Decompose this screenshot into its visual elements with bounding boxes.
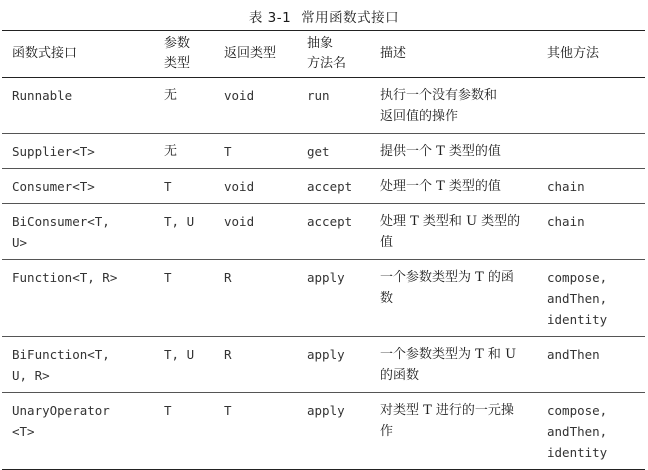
header-other-methods: 其他方法 <box>547 46 600 61</box>
header-row <box>2 31 645 78</box>
other-methods-cell <box>537 337 645 393</box>
description-cell-line: 提供一个 T 类型的值 <box>380 144 501 159</box>
description-cell-line: 的函数 <box>380 368 420 383</box>
header-abstract-method-line: 方法名 <box>307 56 347 71</box>
param-types-cell: 无 <box>164 144 178 159</box>
interface-cell-line: Supplier<T> <box>12 144 95 159</box>
table-title: 常用函数式接口 <box>301 10 400 26</box>
abstract-method-cell: get <box>307 144 330 159</box>
other-methods-cell <box>537 393 645 470</box>
abstract-method-cell: apply <box>307 403 345 418</box>
interface-cell-line: U, R> <box>12 368 50 383</box>
table-row <box>2 169 645 204</box>
header-description: 描述 <box>380 46 407 61</box>
other-methods-cell-line: identity <box>547 445 608 460</box>
return-type-cell: R <box>224 347 232 362</box>
other-methods-cell-line: andThen, <box>547 291 608 306</box>
interface-cell-line: BiConsumer<T, <box>12 214 110 229</box>
header-abstract-method <box>297 31 370 78</box>
other-methods-cell-line: compose, <box>547 270 608 285</box>
header-abstract-method-line: 抽象 <box>307 36 334 51</box>
header-param-types-line: 类型 <box>164 56 191 71</box>
other-methods-cell-line: chain <box>547 179 585 194</box>
interface-cell <box>2 393 154 470</box>
return-type-cell: T <box>224 403 232 418</box>
header-param-types <box>154 31 214 78</box>
description-cell <box>370 260 537 337</box>
other-methods-cell-line: chain <box>547 214 585 229</box>
interface-cell <box>2 204 154 260</box>
description-cell <box>370 393 537 470</box>
table-number: 表 3-1 <box>248 10 292 26</box>
description-cell-line: 处理 T 类型和 U 类型的 <box>380 214 521 229</box>
header-param-types-line: 参数 <box>164 36 191 51</box>
interface-cell-line: Function<T, R> <box>12 270 118 285</box>
other-methods-cell <box>537 134 645 169</box>
description-cell-line: 返回值的操作 <box>380 109 459 124</box>
table-row <box>2 393 645 470</box>
other-methods-cell-line: identity <box>547 312 608 327</box>
return-type-cell: T <box>224 144 232 159</box>
abstract-method-cell: apply <box>307 347 345 362</box>
header-return-type: 返回类型 <box>224 46 277 61</box>
return-type-cell: void <box>224 88 255 103</box>
table-body <box>2 78 645 470</box>
table-row <box>2 204 645 260</box>
table-caption <box>0 6 648 26</box>
table-row <box>2 134 645 169</box>
description-cell <box>370 78 537 134</box>
description-cell-line: 一个参数类型为 T 和 U <box>380 347 517 362</box>
abstract-method-cell: accept <box>307 179 353 194</box>
interface-cell-line: Consumer<T> <box>12 179 95 194</box>
other-methods-cell-line: compose, <box>547 403 608 418</box>
interface-cell <box>2 169 154 204</box>
param-types-cell: T, U <box>164 214 195 229</box>
table-row <box>2 260 645 337</box>
other-methods-cell <box>537 204 645 260</box>
interface-cell-line: UnaryOperator <box>12 403 110 418</box>
param-types-cell: 无 <box>164 88 178 103</box>
description-cell-line: 数 <box>380 291 394 306</box>
description-cell <box>370 337 537 393</box>
description-cell-line: 作 <box>380 424 394 439</box>
abstract-method-cell: apply <box>307 270 345 285</box>
description-cell-line: 执行一个没有参数和 <box>380 88 498 103</box>
interface-cell-line: U> <box>12 235 28 250</box>
other-methods-cell <box>537 260 645 337</box>
other-methods-cell <box>537 78 645 134</box>
param-types-cell: T <box>164 403 172 418</box>
param-types-cell: T <box>164 179 172 194</box>
return-type-cell: void <box>224 214 255 229</box>
other-methods-cell-line: andThen <box>547 347 600 362</box>
abstract-method-cell: accept <box>307 214 353 229</box>
param-types-cell: T, U <box>164 347 195 362</box>
return-type-cell: R <box>224 270 232 285</box>
description-cell <box>370 169 537 204</box>
description-cell-line: 处理一个 T 类型的值 <box>380 179 501 194</box>
table-row <box>2 337 645 393</box>
description-cell <box>370 134 537 169</box>
interface-cell <box>2 78 154 134</box>
interface-cell <box>2 134 154 169</box>
other-methods-cell-line: andThen, <box>547 424 608 439</box>
param-types-cell: T <box>164 270 172 285</box>
description-cell-line: 对类型 T 进行的一元操 <box>380 403 514 418</box>
interface-cell <box>2 337 154 393</box>
description-cell-line: 一个参数类型为 T 的函 <box>380 270 514 285</box>
return-type-cell: void <box>224 179 255 194</box>
interface-cell-line: <T> <box>12 424 35 439</box>
description-cell-line: 值 <box>380 235 394 250</box>
abstract-method-cell: run <box>307 88 330 103</box>
interface-cell-line: Runnable <box>12 88 73 103</box>
other-methods-cell <box>537 169 645 204</box>
description-cell <box>370 204 537 260</box>
interface-cell <box>2 260 154 337</box>
interface-cell-line: BiFunction<T, <box>12 347 110 362</box>
header-interface: 函数式接口 <box>12 46 78 61</box>
functional-interfaces-table <box>2 30 645 470</box>
table-row <box>2 78 645 134</box>
